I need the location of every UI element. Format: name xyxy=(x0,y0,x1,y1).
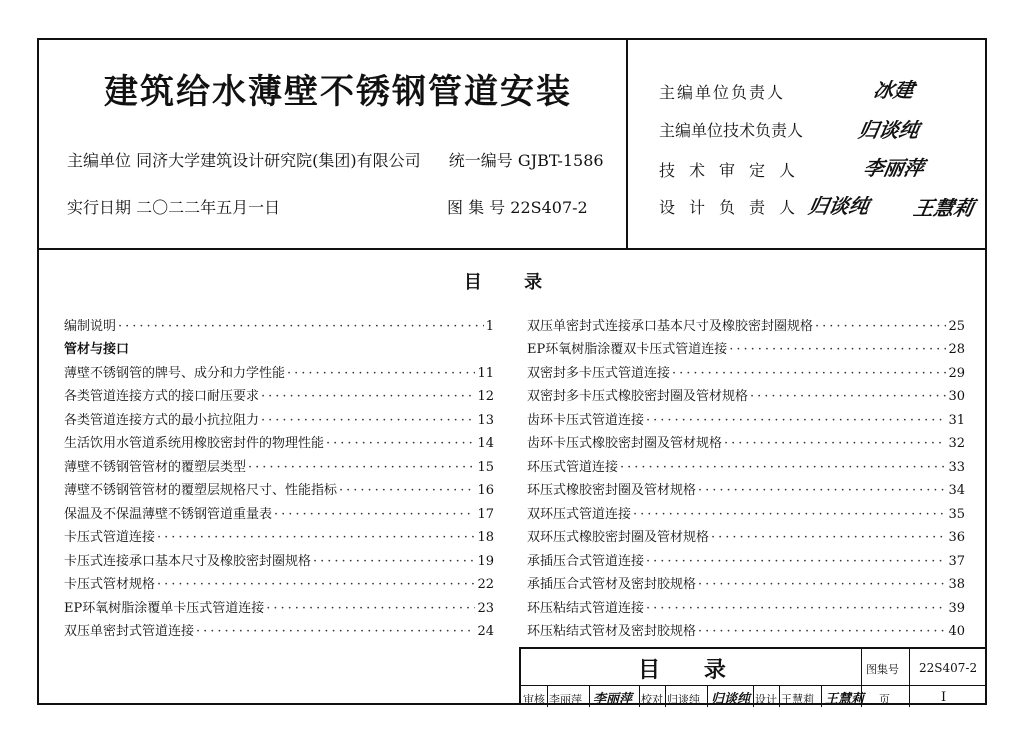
toc-entry-page: 1 xyxy=(485,318,494,334)
toc-entry xyxy=(527,475,965,499)
toc-entry-title: 保温及不保温薄壁不锈钢管道重量表 xyxy=(64,506,273,522)
atlas-number: 22S407-2 xyxy=(510,198,588,217)
toc-leader-dots xyxy=(646,554,946,569)
toc-entry-title: EP环氧树脂涂覆单卡压式管道连接 xyxy=(64,600,265,616)
toc-entry-page: 12 xyxy=(477,389,494,404)
toc-right-column xyxy=(527,310,965,639)
drawing-sheet xyxy=(37,38,987,705)
toc-section-heading xyxy=(64,334,494,358)
title-block-line xyxy=(909,649,910,707)
editor-unit: 同济大学建筑设计研究院(集团)有限公司 xyxy=(136,151,421,170)
effective-date: 二〇二二年五月一日 xyxy=(136,198,281,217)
design-head-label: 设计负责人 xyxy=(659,198,810,217)
toc-entry-page: 30 xyxy=(948,389,965,404)
toc-leader-dots xyxy=(646,413,946,428)
title-block-line xyxy=(665,685,666,707)
toc-entry-title: 齿环卡压式管道连接 xyxy=(527,412,645,428)
toc-leader-dots xyxy=(646,601,946,616)
toc-leader-dots xyxy=(633,507,946,522)
review-label: 审核 xyxy=(523,693,545,706)
toc-entry-title: 承插压合式管道连接 xyxy=(527,553,645,569)
toc-entry-title: 薄壁不锈钢管管材的覆塑层规格尺寸、性能指标 xyxy=(64,483,338,498)
toc-entry-title: 双密封多卡压式橡胶密封圈及管材规格 xyxy=(527,389,749,404)
toc-leader-dots xyxy=(287,366,475,381)
tech-approver-label: 技术审定人 xyxy=(659,161,810,180)
title-block-divider xyxy=(521,685,987,686)
toc-leader-dots xyxy=(157,530,475,545)
toc-entry-title: 双压单密封式连接承口基本尺寸及橡胶密封圈规格 xyxy=(527,318,814,334)
toc-entry-title: 承插压合式管材及密封胶规格 xyxy=(527,577,697,592)
editor-unit-label: 主编单位 xyxy=(67,151,132,170)
effective-date-label: 实行日期 xyxy=(67,198,132,217)
toc-leader-dots xyxy=(118,319,484,334)
designer-name: 王慧莉 xyxy=(781,693,814,706)
toc-entry-title: 环压式管道连接 xyxy=(527,459,619,475)
toc-entry-page: 25 xyxy=(948,318,965,334)
toc-entry-title: 环压粘结式管道连接 xyxy=(527,600,645,616)
chief-tech-head-label: 主编单位技术负责人 xyxy=(659,121,804,140)
toc-entry xyxy=(64,381,494,405)
toc-entry-page: 24 xyxy=(477,624,494,639)
toc-entry-page: 40 xyxy=(948,624,965,639)
toc-entry xyxy=(64,357,494,381)
toc-entry xyxy=(64,498,494,522)
toc-entry xyxy=(527,334,965,358)
header-divider xyxy=(39,248,985,250)
toc-entry-title: 双环压式管道连接 xyxy=(527,506,632,522)
title-block-atlas-number: 22S407-2 xyxy=(919,661,978,675)
header-vertical-divider xyxy=(626,40,628,248)
document-title: 建筑给水薄壁不锈钢管道安装 xyxy=(104,72,572,112)
design-label: 设计 xyxy=(755,693,777,706)
page-number: I xyxy=(941,690,947,705)
toc-entry xyxy=(64,569,494,593)
toc-leader-dots xyxy=(313,554,475,569)
toc-entry-title: 编制说明 xyxy=(64,318,117,334)
atlas-number-label: 图 集 号 xyxy=(447,198,506,217)
toc-leader-dots xyxy=(698,577,946,592)
toc-entry-page: 18 xyxy=(477,530,494,545)
toc-leader-dots xyxy=(724,436,946,451)
toc-entry-page: 29 xyxy=(948,365,965,381)
toc-entry-title: 双压单密封式管道连接 xyxy=(64,624,195,639)
toc-entry-page: 23 xyxy=(477,600,494,616)
title-block-line xyxy=(753,685,754,707)
toc-leader-dots xyxy=(672,366,946,381)
toc-entry-page: 31 xyxy=(948,412,965,428)
toc-entry-page: 35 xyxy=(948,506,965,522)
toc-entry-title: 管材与接口 xyxy=(64,342,130,357)
toc-entry xyxy=(527,545,965,569)
toc-entry-page: 13 xyxy=(477,412,494,428)
toc-entry-page: 38 xyxy=(948,577,965,592)
toc-entry xyxy=(527,404,965,428)
toc-entry-title: 薄壁不锈钢管的牌号、成分和力学性能 xyxy=(64,365,286,381)
toc-leader-dots xyxy=(620,460,946,475)
toc-entry-page: 14 xyxy=(477,436,494,451)
toc-entry xyxy=(64,451,494,475)
title-block-title: 目 录 xyxy=(638,657,744,683)
toc-entry xyxy=(64,522,494,546)
toc-entry-page: 32 xyxy=(948,436,965,451)
title-block-line xyxy=(707,685,708,707)
toc-leader-dots xyxy=(711,530,946,545)
toc-entry xyxy=(527,498,965,522)
toc-entry xyxy=(527,428,965,452)
toc-entry-title: 卡压式连接承口基本尺寸及橡胶密封圈规格 xyxy=(64,553,312,569)
unified-number: GJBT-1586 xyxy=(517,151,604,170)
toc-entry xyxy=(527,592,965,616)
title-block xyxy=(519,647,985,705)
reviewer-name: 李丽萍 xyxy=(549,693,582,706)
toc-leader-dots xyxy=(261,413,475,428)
toc-entry-title: 环压粘结式管材及密封胶规格 xyxy=(527,624,697,639)
design-head-signature-2: 王慧莉 xyxy=(911,196,976,220)
toc-entry-title: EP环氧树脂涂覆双卡压式管道连接 xyxy=(527,342,728,357)
toc-entry-title: 双环压式橡胶密封圈及管材规格 xyxy=(527,530,710,545)
toc-entry xyxy=(64,545,494,569)
toc-entry xyxy=(527,569,965,593)
toc-entry-title: 各类管道连接方式的接口耐压要求 xyxy=(64,389,260,404)
chief-unit-head-label: 主编单位负责人 xyxy=(659,83,786,102)
toc-entry-title: 生活饮用水管道系统用橡胶密封件的物理性能 xyxy=(64,436,325,451)
title-block-line xyxy=(547,685,548,707)
design-head-signature: 归谈纯 xyxy=(806,194,871,218)
toc-entry xyxy=(64,310,494,334)
chief-tech-head-signature: 归谈纯 xyxy=(856,118,921,142)
title-block-line xyxy=(589,685,590,707)
toc-entry-page: 33 xyxy=(948,459,965,475)
title-block-atlas-label: 图集号 xyxy=(866,663,899,676)
toc-entry-page: 37 xyxy=(948,553,965,569)
toc-entry xyxy=(527,357,965,381)
toc-entry-page: 11 xyxy=(477,365,494,381)
reviewer-signature: 李丽萍 xyxy=(593,692,633,707)
toc-leader-dots xyxy=(196,624,475,639)
atlas-number-line xyxy=(447,195,588,218)
toc-leader-dots xyxy=(266,601,475,616)
toc-leader-dots xyxy=(248,460,475,475)
check-label: 校对 xyxy=(641,693,663,706)
page-label: 页 xyxy=(879,693,890,706)
toc-entry xyxy=(527,310,965,334)
toc-entry xyxy=(64,428,494,452)
toc-leader-dots xyxy=(698,624,946,639)
chief-unit-head-signature: 冰建 xyxy=(871,78,916,102)
toc-entry xyxy=(64,475,494,499)
toc-entry-page: 36 xyxy=(948,530,965,545)
title-block-line xyxy=(639,685,640,707)
designer-signature: 王慧莉 xyxy=(825,692,865,707)
toc-entry xyxy=(64,616,494,640)
toc-entry-page: 22 xyxy=(477,577,494,592)
toc-left-column xyxy=(64,310,494,639)
toc-entry xyxy=(527,522,965,546)
toc-entry-page: 28 xyxy=(948,342,965,357)
toc-entry xyxy=(527,616,965,640)
toc-leader-dots xyxy=(729,342,946,357)
toc-leader-dots xyxy=(274,507,475,522)
toc-leader-dots xyxy=(339,483,475,498)
toc-entry-page: 17 xyxy=(477,506,494,522)
toc-entry-title: 卡压式管材规格 xyxy=(64,577,156,592)
toc-leader-dots xyxy=(261,389,475,404)
effective-date-line xyxy=(67,195,280,218)
toc-leader-dots xyxy=(815,319,946,334)
toc-entry-page: 34 xyxy=(948,483,965,498)
unified-number-label: 统一编号 xyxy=(448,151,513,170)
toc-entry-page: 19 xyxy=(477,553,494,569)
checker-name: 归谈纯 xyxy=(667,693,700,706)
toc-entry-title: 双密封多卡压式管道连接 xyxy=(527,365,671,381)
toc-entry-page: 39 xyxy=(948,600,965,616)
toc-leader-dots xyxy=(750,389,946,404)
toc-leader-dots xyxy=(326,436,475,451)
toc-entry xyxy=(527,451,965,475)
toc-entry-title: 卡压式管道连接 xyxy=(64,530,156,545)
toc-title: 目 录 xyxy=(463,272,561,293)
title-block-line xyxy=(821,685,822,707)
tech-approver-signature: 李丽萍 xyxy=(861,156,926,180)
toc-entry-page: 16 xyxy=(477,483,494,498)
toc-entry xyxy=(527,381,965,405)
toc-entry-title: 环压式橡胶密封圈及管材规格 xyxy=(527,483,697,498)
toc-leader-dots xyxy=(157,577,475,592)
editor-unit-line xyxy=(67,148,604,171)
toc-entry-title: 各类管道连接方式的最小抗拉阻力 xyxy=(64,412,260,428)
toc-leader-dots xyxy=(698,483,946,498)
title-block-line xyxy=(779,685,780,707)
toc-entry-title: 薄壁不锈钢管管材的覆塑层类型 xyxy=(64,459,247,475)
toc-entry xyxy=(64,592,494,616)
toc-entry xyxy=(64,404,494,428)
checker-signature: 归谈纯 xyxy=(711,692,751,707)
toc-entry-page: 15 xyxy=(477,459,494,475)
toc-entry-title: 齿环卡压式橡胶密封圈及管材规格 xyxy=(527,436,723,451)
